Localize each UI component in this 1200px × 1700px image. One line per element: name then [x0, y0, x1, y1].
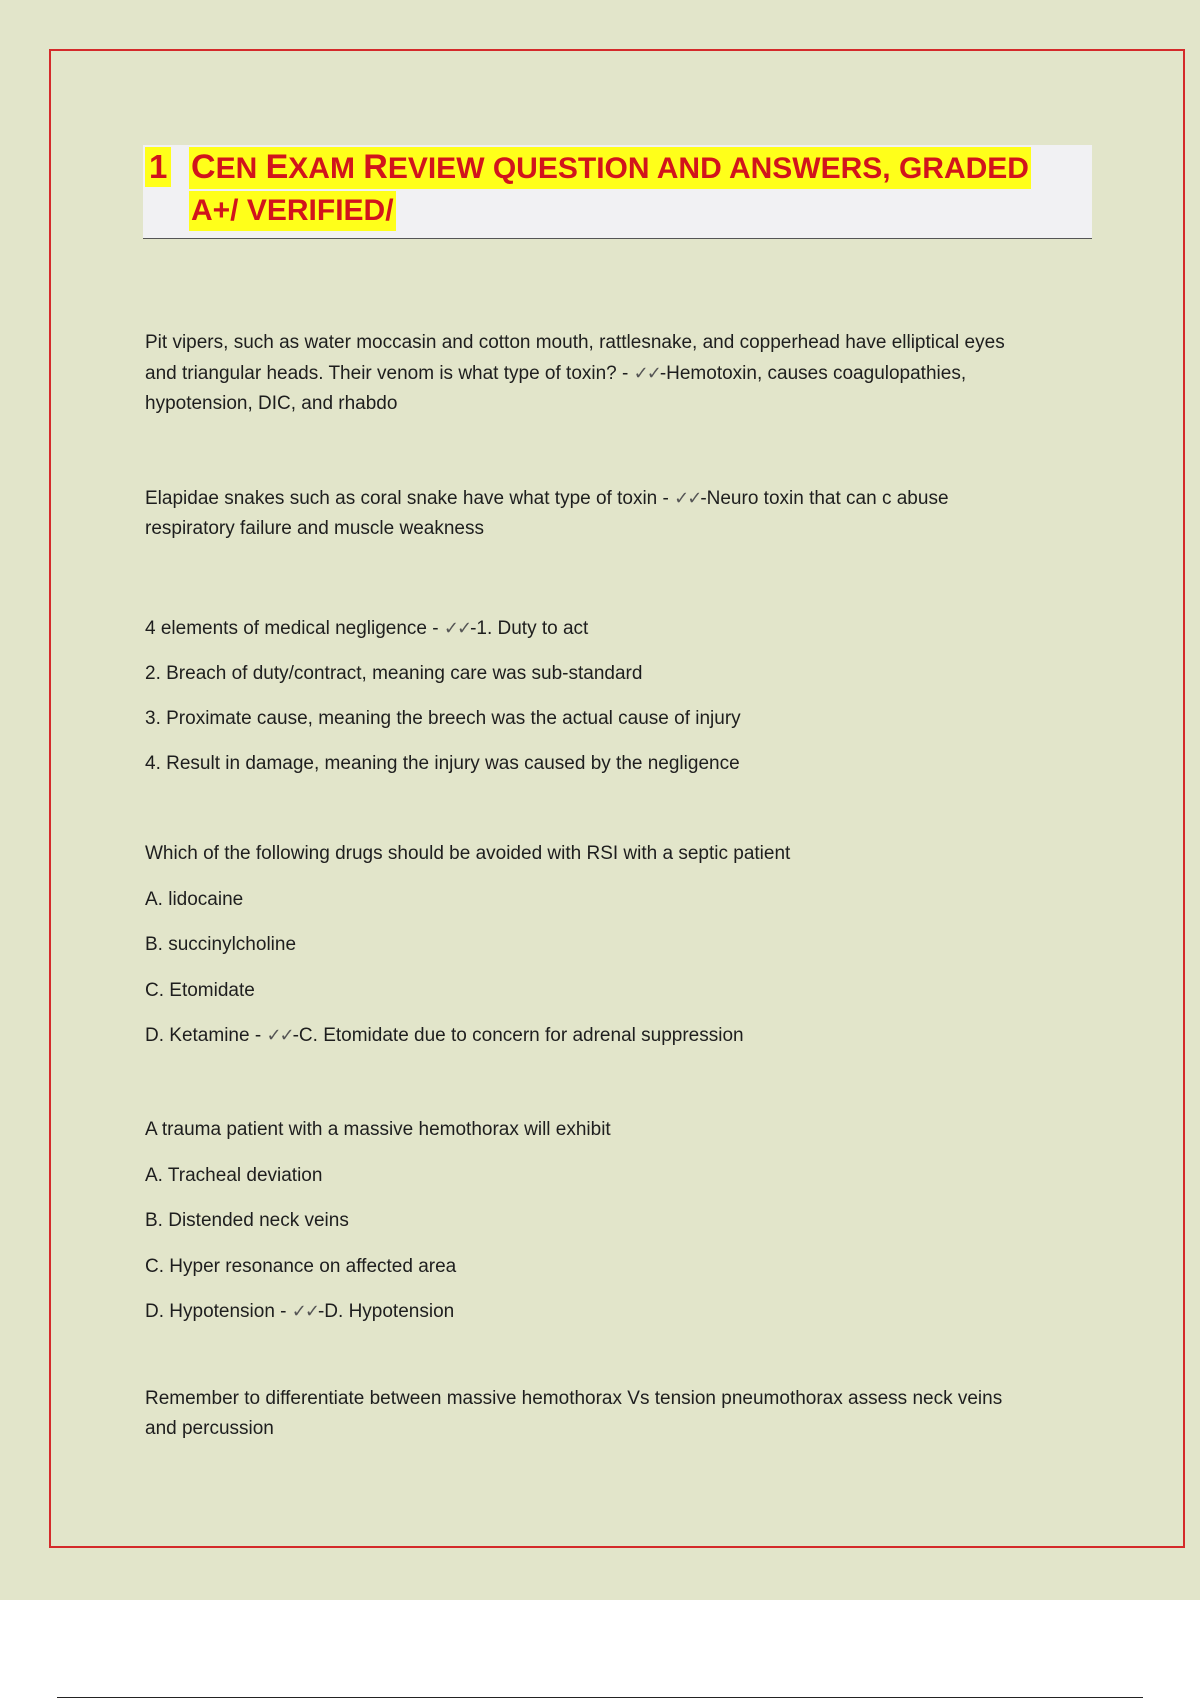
double-check-icon: ✓✓ [291, 1301, 318, 1321]
qa-item-pit-vipers: Pit vipers, such as water moccasin and cotton mouth, rattlesnake, and copperhead have elliptical eyes and triangular heads. Their venom is what type of toxin? - ✓✓-Hemotoxin, causes coagulopathies, hypotension, DIC, and rhabdo [145, 332, 1005, 414]
heading-number: 1 [145, 147, 171, 187]
page-title-line-2: A+/ VERIFIED/ [189, 191, 396, 231]
qa-item-note: Remember to differentiate between massive hemothorax Vs tension pneumothorax assess neck veins and percussion [145, 1388, 1003, 1439]
double-check-icon: ✓✓ [266, 1025, 293, 1045]
qa-item-elapidae: Elapidae snakes such as coral snake have what type of toxin - ✓✓-Neuro toxin that can c abuse respiratory failure and muscle weakness [145, 488, 949, 539]
double-check-icon: ✓✓ [443, 618, 471, 638]
qa-item-negligence: 4 elements of medical negligence - ✓✓-1. Duty to act 2. Breach of duty/contract, meaning care was sub-standard 3. Proximate cause, meaning the breech was the actual cause of injury 4. Result in damage, meaning the injury was caused by the negligence [145, 618, 741, 774]
qa-item-hemothorax: A trauma patient with a massive hemothorax will exhibit A. Tracheal deviation B. Distended neck veins C. Hyper resonance on affected area D. Hypotension - ✓✓-D. Hypotension [145, 1119, 611, 1322]
double-check-icon: ✓✓ [674, 488, 701, 508]
page-title-line-1: CEN EXAM REVIEW QUESTION AND ANSWERS, GRADED [189, 147, 1031, 189]
qa-item-rsi-drugs: Which of the following drugs should be avoided with RSI with a septic patient A. lidocaine B. succinylcholine C. Etomidate D. Ketamine - ✓✓-C. Etomidate due to concern for adrenal suppression [145, 843, 791, 1046]
double-check-icon: ✓✓ [633, 363, 660, 383]
footer-rule [57, 1697, 1143, 1698]
